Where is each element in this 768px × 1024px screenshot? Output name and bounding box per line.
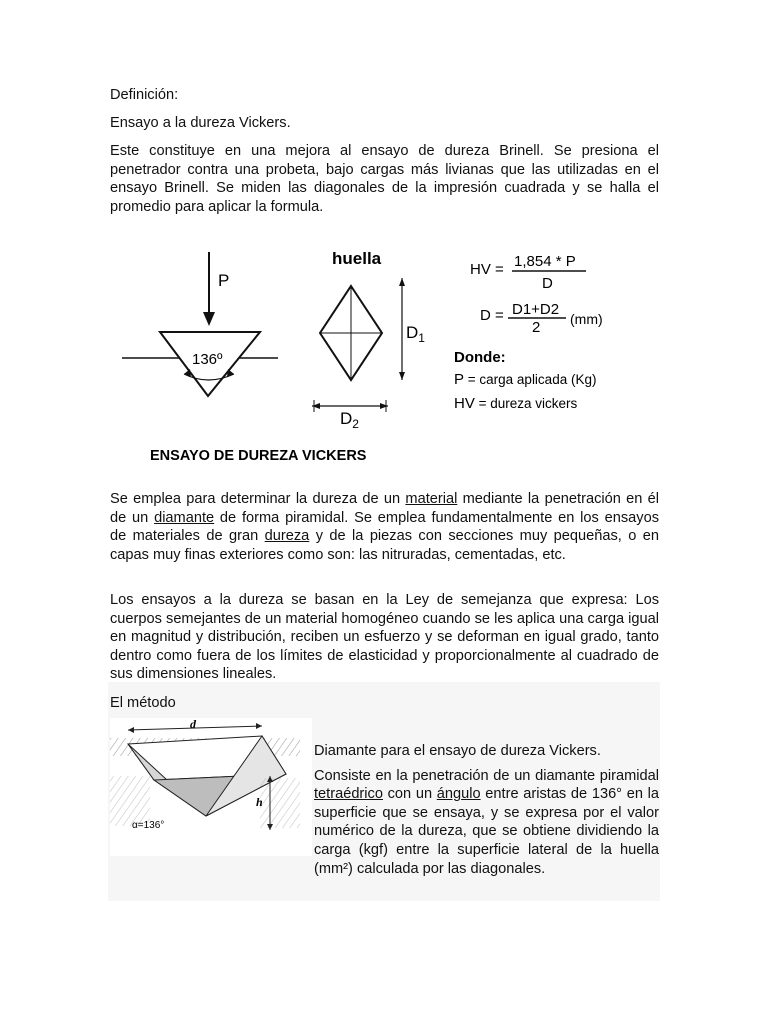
label-d1: $D_1$ xyxy=(406,323,425,345)
load-arrow-head xyxy=(203,312,215,326)
legend-hv: HV = dureza vickers xyxy=(454,395,578,412)
legend-p: P = carga aplicada (Kg) xyxy=(454,371,597,388)
indenter-figure xyxy=(122,252,278,396)
formula-d-unit: (mm) xyxy=(570,311,603,327)
formula-hv-denominator: D xyxy=(542,275,553,292)
section-title: Ensayo a la dureza Vickers. xyxy=(110,115,291,131)
definition-heading: Definición: xyxy=(110,87,179,103)
similarity-law-paragraph: Los ensayos a la dureza se basan en la Ley de semejanza que expresa: Los cuerpos semejantes de un material homogéneo cuando se les aplica una carga igual en magnitud y distribución, reciben un esfuerzo y se deforman en igual grado, tanto dentro como fuera de los límites de elasticidad y proporcionalmente al cuadrado de sus dimensiones lineales. xyxy=(110,592,659,683)
donde-label: Donde: xyxy=(454,349,506,366)
method-heading: El método xyxy=(110,695,176,711)
formula-hv-numerator: 1,854 * P xyxy=(514,253,576,270)
link-material[interactable]: material xyxy=(405,491,458,507)
intro-paragraph: Este constituye en una mejora al ensayo de dureza Brinell. Se presiona el penetrador contra una probeta, bajo cargas más livianas que las utilizadas en el ensayo Brinell. Se miden las diagonales de la impresión cuadrada y se halla el promedio para aplicar la formula. xyxy=(110,143,659,215)
label-alpha: α=136° xyxy=(132,820,165,831)
link-dureza[interactable]: dureza xyxy=(264,528,310,545)
label-angle: 136º xyxy=(192,351,223,368)
formula-d-lhs: D = xyxy=(480,307,504,324)
label-load-p: P xyxy=(218,271,230,290)
link-diamante[interactable]: diamante xyxy=(154,509,215,526)
label-d2: $D_2$ xyxy=(340,409,359,431)
huella-figure xyxy=(312,278,405,412)
formula-d-numerator: D1+D2 xyxy=(512,301,560,318)
formula-d-denominator: 2 xyxy=(532,319,541,336)
label-h: h xyxy=(256,795,263,809)
label-huella: huella xyxy=(332,249,382,268)
method-subtitle: Diamante para el ensayo de dureza Vickers. xyxy=(314,743,601,759)
usage-paragraph: Se emplea para determinar la dureza de un material mediante la penetración en él de un diamante de forma piramidal. Se emplea fundamentalmente en los ensayos de materiales de gran dureza y de la piezas con secciones muy pequeñas, o en capas muy finas exteriores como son: las nitruradas, cementadas, etc. xyxy=(110,491,660,563)
formula-hv-lhs: HV = xyxy=(470,261,504,278)
label-d: d xyxy=(190,718,196,731)
diagram-caption: ENSAYO DE DUREZA VICKERS xyxy=(150,448,367,464)
link-tetraedrico[interactable]: tetraédrico xyxy=(314,786,383,803)
vickers-diagram xyxy=(110,240,630,470)
method-description: Consiste en la penetración de un diamante piramidal tetraédrico con un ángulo entre aristas de 136° en la superficie que se ensaya, y se expresa por el valor numérico de la dureza, que se obtiene dividiendo la carga (kgf) entre la superficie lateral de la huella (mm²) calculada por las diagonales. xyxy=(314,767,659,877)
method-text xyxy=(110,742,659,884)
link-angulo[interactable]: ángulo xyxy=(436,786,481,803)
